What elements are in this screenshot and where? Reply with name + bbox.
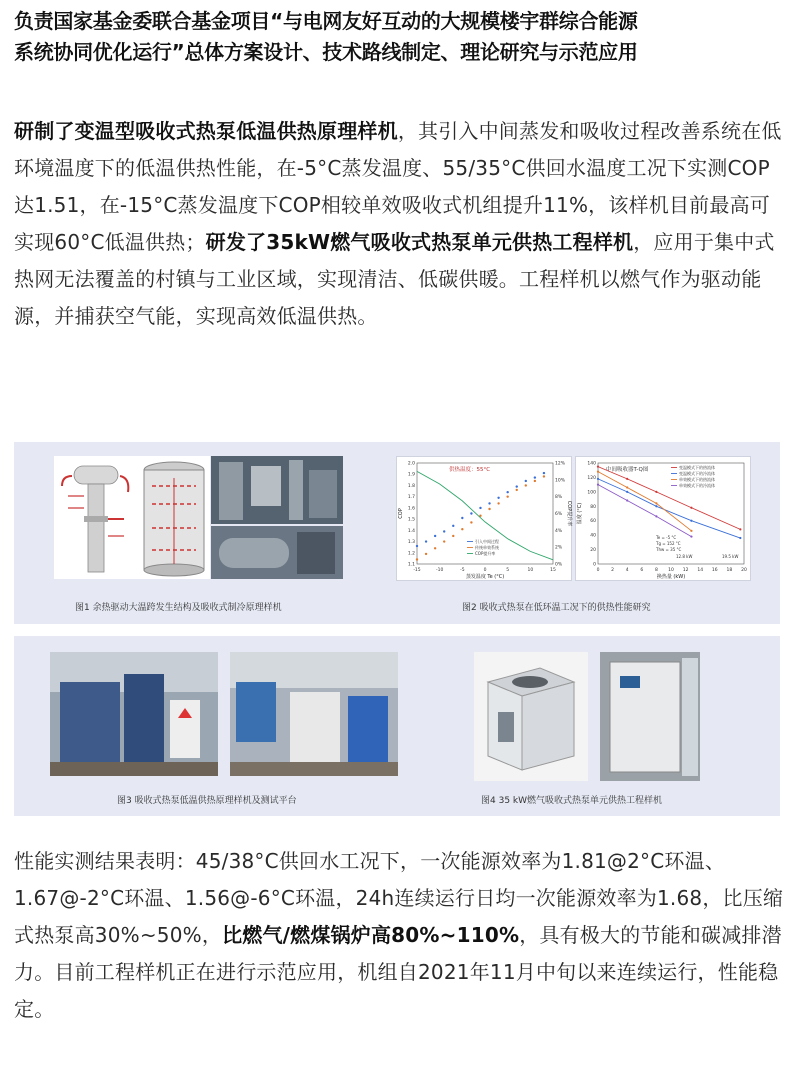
para1-text-2: ，应用于集中式热网无法覆盖的村镇与工业区域，实现清洁、低碳供暖。工程样机以燃气作为驱动能源，并捕获空气能，实现高效低温供热。 (14, 230, 775, 328)
y-tick-label: 2.0 (407, 461, 415, 467)
data-point (597, 471, 599, 473)
data-point (461, 517, 463, 519)
title-line-2: 系统协同优化运行”总体方案设计、技术路线制定、理论研究与示范应用 (14, 40, 638, 64)
x-tick-label: 15 (550, 568, 556, 573)
data-point (488, 508, 490, 510)
data-point (655, 491, 657, 493)
x-tick-label: 6 (640, 568, 644, 573)
paragraph-2 (14, 843, 789, 1028)
data-point (516, 485, 518, 487)
x-tick-label: 2 (611, 568, 615, 573)
chart-title: 供热温度：55°C (449, 467, 491, 473)
y-tick-label: 80 (590, 504, 596, 510)
legend-label: 变温模式下的冷流体 (679, 471, 715, 476)
legend-label: 单效模式下的冷流体 (679, 483, 715, 488)
data-point (434, 535, 436, 537)
data-point (506, 491, 508, 493)
y2-tick-label: 10% (555, 478, 566, 484)
data-point (506, 495, 508, 497)
y-tick-label: 1.5 (407, 517, 415, 523)
x-axis-label: 换热量 (kW) (656, 574, 686, 580)
para2-bold-1: 比燃气/燃煤锅炉高80%~110% (222, 923, 520, 947)
legend-label: 引入中间过程 (475, 539, 499, 544)
y-tick-label: 120 (587, 475, 596, 481)
para2-text-2: ，具有极大的节能和碳减排潜力。目前工程样机正在进行示范应用，机组自2021年11月中旬以来连续运行，性能稳定。 (14, 923, 782, 1021)
y-tick-label: 60 (590, 519, 596, 525)
series-line (598, 485, 691, 537)
generator-section-image (138, 456, 210, 579)
chart-annotation: Thw = 35 °C (656, 547, 682, 552)
data-point (690, 507, 692, 509)
data-point (497, 502, 499, 504)
chart-annotation: Tg = 152 °C (656, 541, 681, 546)
x-axis-label: 蒸发温度 Te (°C) (465, 574, 505, 580)
data-point (443, 540, 445, 542)
x-tick-label: -15 (413, 568, 421, 573)
data-point (516, 489, 518, 491)
y-tick-label: 1.4 (407, 528, 415, 534)
y2-tick-label: 0% (555, 562, 563, 568)
y-tick-label: 1.6 (407, 506, 415, 512)
y-tick-label: 1.8 (407, 483, 415, 489)
chart-annotation: Te = -5 °C (656, 535, 677, 540)
legend-label: 传统单效系统 (475, 545, 499, 550)
data-point (470, 521, 472, 523)
tq-chart-svg (576, 457, 750, 580)
test-platform-photo-1 (50, 652, 218, 776)
para1-bold-2: 研发了35kW燃气吸收式热泵单元供热工程样机 (205, 230, 634, 254)
y-tick-label: 100 (587, 490, 596, 496)
y-tick-label: 0 (593, 562, 596, 568)
figure-panel-top (14, 442, 780, 624)
x-tick-label: 0 (483, 568, 487, 573)
y2-tick-label: 2% (555, 545, 563, 551)
paragraph-1 (14, 113, 784, 335)
legend-label: 变温模式下的热流体 (679, 465, 715, 470)
data-point (425, 540, 427, 542)
x-tick-label: 4 (625, 568, 629, 573)
test-platform-photo-2 (230, 652, 398, 776)
y-tick-label: 1.3 (407, 540, 415, 546)
data-point (543, 472, 545, 474)
legend-label: COP提升率 (475, 551, 496, 556)
data-point (597, 478, 599, 480)
data-point (497, 497, 499, 499)
data-point (452, 535, 454, 537)
x-tick-label: -10 (435, 568, 444, 573)
y-tick-label: 1.7 (407, 495, 415, 501)
y-tick-label: 140 (587, 461, 596, 467)
y-tick-label: 40 (590, 533, 596, 539)
data-point (525, 480, 527, 482)
cop-chart (396, 456, 572, 581)
series-line (598, 467, 740, 530)
x-tick-label: 0 (596, 568, 600, 573)
generator-diagram-image (54, 456, 138, 579)
title-line-1: 负责国家基金委联合基金项目“与电网友好互动的大规模楼宇群综合能源 (14, 9, 638, 33)
data-point (739, 537, 741, 539)
page-title (14, 6, 789, 68)
y2-tick-label: 8% (555, 495, 563, 501)
x-tick-label: 10 (668, 568, 674, 573)
x-tick-label: 5 (506, 568, 510, 573)
y2-axis-label: COP提升率 (566, 500, 572, 527)
figure-4-caption: 图4 35 kW燃气吸收式热泵单元供热工程样机 (481, 796, 663, 806)
data-point (690, 530, 692, 532)
data-point (626, 491, 628, 493)
x-tick-label: 8 (654, 568, 658, 573)
data-point (525, 484, 527, 486)
prototype-photo-2 (211, 526, 343, 579)
chart-annotation: 19.5 kW (722, 554, 739, 559)
cop-chart-svg (397, 457, 571, 580)
x-tick-label: 10 (527, 568, 534, 573)
data-point (452, 525, 454, 527)
y2-tick-label: 6% (555, 512, 563, 517)
para2-text-1: 性能实测结果表明：45/38°C供回水工况下，一次能源效率为1.81@2°C环温、1.67@-2°C环温、1.56@-6°C环温，24h连续运行日均一次能源效率为1.68，比压缩式热泵高30%~50%， (14, 849, 784, 947)
figure-panel-bottom (14, 636, 780, 816)
y-axis-label: 温度 (°C) (577, 502, 583, 525)
data-point (626, 499, 628, 501)
x-tick-label: 16 (711, 568, 718, 573)
para1-bold-1: 研制了变温型吸收式热泵低温供热原理样机 (14, 119, 398, 143)
data-point (461, 528, 463, 530)
tq-chart (575, 456, 751, 581)
data-point (690, 520, 692, 522)
y-axis-label: COP (398, 508, 404, 519)
data-point (479, 507, 481, 509)
data-point (534, 480, 536, 482)
x-tick-label: 12 (682, 568, 689, 573)
x-tick-label: 14 (697, 568, 704, 573)
data-point (543, 475, 545, 477)
data-point (416, 545, 418, 547)
data-point (690, 535, 692, 537)
data-point (488, 502, 490, 504)
data-point (597, 466, 599, 468)
data-point (655, 505, 657, 507)
y-tick-label: 20 (590, 548, 596, 554)
chart-title: 中间吸收器T-Q图 (606, 467, 649, 473)
data-point (416, 558, 418, 560)
y-tick-label: 1.9 (407, 472, 415, 478)
para1-text-1: ，其引入中间蒸发和吸收过程改善系统在低环境温度下的低温供热性能，在-5°C蒸发温度、55/35°C供回水温度工况下实测COP达1.51，在-15°C蒸发温度下COP相较单效吸收式机组提升11%，该样机目前最高可实现60°C低温供热； (14, 119, 782, 254)
data-point (470, 512, 472, 514)
figure-1-caption: 图1 余热驱动大温跨发生结构及吸收式制冷原理样机 (75, 603, 282, 613)
engineering-prototype-photo (600, 652, 700, 781)
data-point (425, 553, 427, 555)
data-point (626, 486, 628, 488)
data-point (597, 484, 599, 486)
y-tick-label: 1.2 (407, 551, 415, 557)
y2-tick-label: 4% (555, 528, 563, 534)
legend-label: 单效模式下的热流体 (679, 477, 715, 482)
engineering-prototype-render (474, 652, 588, 781)
figure-3-caption: 图3 吸收式热泵低温供热原理样机及测试平台 (117, 796, 297, 806)
data-point (434, 547, 436, 549)
data-point (739, 528, 741, 530)
prototype-photo-1 (211, 456, 343, 524)
data-point (655, 502, 657, 504)
data-point (655, 515, 657, 517)
x-tick-label: -5 (460, 568, 465, 573)
y2-tick-label: 12% (555, 461, 566, 467)
data-point (534, 476, 536, 478)
x-tick-label: 18 (726, 568, 733, 573)
series-line (598, 479, 740, 538)
data-point (626, 478, 628, 480)
chart-annotation: 12.8 kW (676, 554, 693, 559)
y-tick-label: 1.1 (407, 562, 415, 568)
x-tick-label: 20 (741, 568, 747, 573)
data-point (443, 530, 445, 532)
figure-2-caption: 图2 吸收式热泵在低环温工况下的供热性能研究 (462, 603, 651, 613)
